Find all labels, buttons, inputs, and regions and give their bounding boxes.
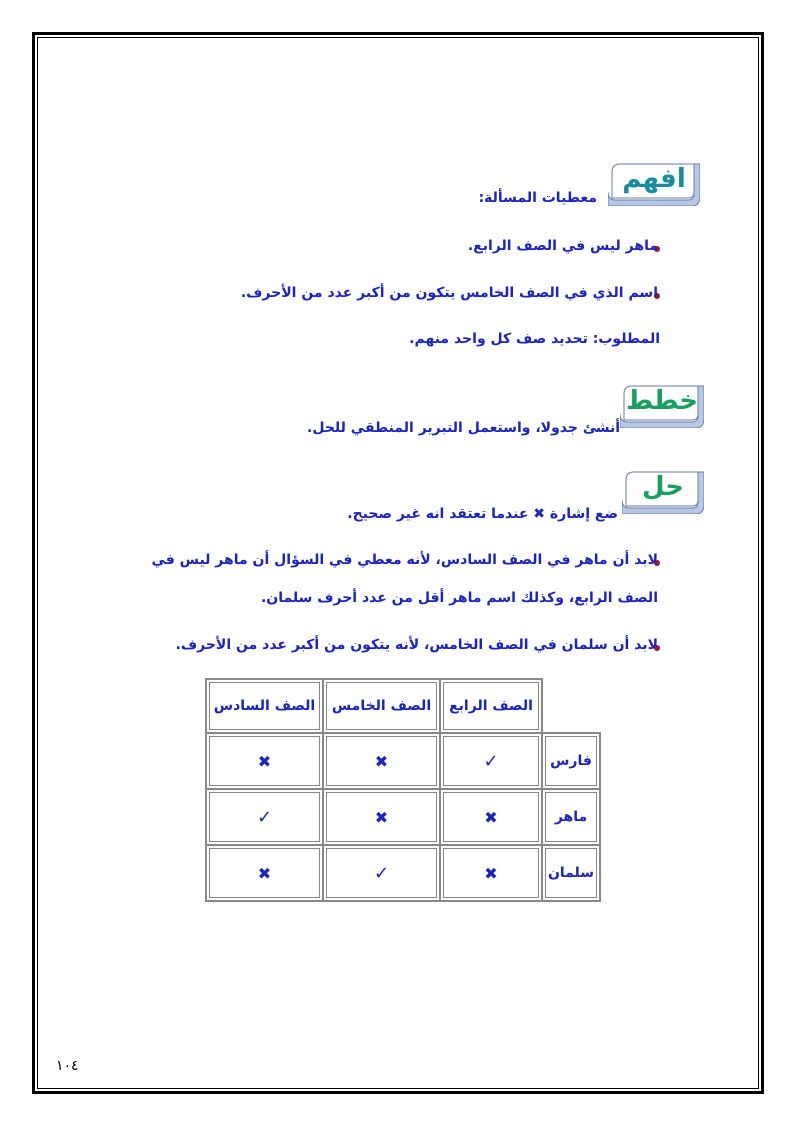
mark-cell	[206, 845, 323, 901]
mark-cell	[323, 789, 440, 845]
solve-tab	[622, 470, 704, 514]
row-name: فارس	[550, 753, 592, 769]
given-item-1: ماهر ليس في الصف الرابع.	[467, 238, 658, 254]
mark-cell	[323, 733, 440, 789]
table-header	[206, 679, 323, 733]
solve-point-1-line-1: لابد أن ماهر في الصف السادس، لأنه معطي في السؤال أن ماهر ليس في	[151, 552, 658, 568]
cross-icon: ✖	[374, 751, 389, 771]
cross-icon: ✖	[484, 807, 498, 827]
answer-table	[205, 678, 601, 902]
row-name-cell	[542, 845, 600, 901]
understand-tab	[608, 162, 700, 206]
mark-cell	[440, 733, 542, 789]
row-name: سلمان	[547, 865, 595, 881]
table-row	[206, 845, 600, 901]
cross-icon: ✖	[257, 751, 272, 771]
mark-cell	[440, 845, 542, 901]
mark-cell	[323, 845, 440, 901]
check-icon: ✓	[256, 806, 273, 828]
plan-tab-label: خطط	[626, 386, 698, 416]
cross-icon: ✖	[484, 863, 498, 883]
row-name-cell	[542, 789, 600, 845]
cross-icon: ✖	[374, 807, 389, 827]
table-header-label: الصف السادس	[213, 698, 316, 714]
table-header-row	[206, 679, 600, 733]
solve-point-1-line-2: الصف الرابع، وكذلك اسم ماهر أقل من عدد أحرف سلمان.	[260, 590, 658, 606]
table-row	[206, 733, 600, 789]
plan-tab	[620, 384, 704, 428]
check-icon: ✓	[483, 750, 499, 772]
required-text: المطلوب: تحديد صف كل واحد منهم.	[409, 331, 660, 347]
check-icon: ✓	[373, 862, 390, 884]
solve-point-2-line-1: لابد أن سلمان في الصف الخامس، لأنه يتكون من أكبر عدد من الأحرف.	[175, 637, 658, 653]
table-header-label: الصف الرابع	[449, 698, 533, 714]
mark-cell	[206, 789, 323, 845]
understand-tab-label: افهم	[622, 164, 686, 194]
solve-tab-label: حل	[642, 472, 684, 502]
table-row	[206, 789, 600, 845]
row-name-cell	[542, 733, 600, 789]
cross-icon: ✖	[257, 863, 272, 883]
given-item-2: اسم الذي في الصف الخامس يتكون من أكبر عدد من الأحرف.	[240, 285, 658, 301]
table-header	[323, 679, 440, 733]
page-number: ١٠٤	[56, 1058, 79, 1074]
mark-cell	[440, 789, 542, 845]
table-header-label: الصف الخامس	[331, 698, 432, 714]
row-name: ماهر	[554, 809, 588, 825]
mark-cell	[206, 733, 323, 789]
givens-heading: معطيات المسألة:	[478, 190, 597, 206]
plan-text: أنشئ جدولا، واستعمل التبرير المنطقي للحل.	[307, 420, 620, 436]
table-corner	[542, 679, 600, 733]
table-header	[440, 679, 542, 733]
solve-instruction: ضع إشارة ✖ عندما تعتقد انه غير صحيح.	[347, 506, 618, 522]
